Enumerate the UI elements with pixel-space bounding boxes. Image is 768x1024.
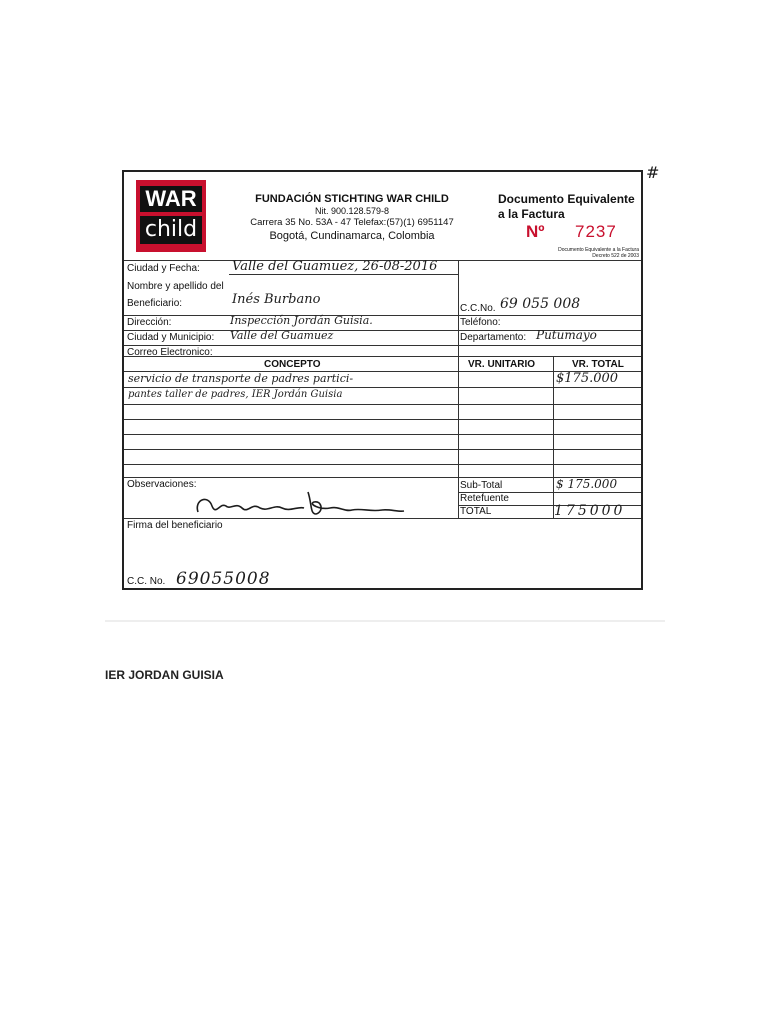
column-header-concepto: CONCEPTO bbox=[264, 359, 321, 370]
departamento-value: Putumayo bbox=[536, 328, 597, 342]
org-city: Bogotá, Cundinamarca, Colombia bbox=[269, 230, 435, 242]
firma-label: Firma del beneficiario bbox=[127, 520, 223, 531]
war-child-logo bbox=[136, 180, 206, 252]
row-1-total: $175.000 bbox=[556, 371, 619, 386]
doc-note-1: Documento Equivalente a la Factura bbox=[558, 247, 639, 253]
column-header-vr-unitario: VR. UNITARIO bbox=[468, 359, 536, 370]
caption-text: IER JORDAN GUISIA bbox=[105, 668, 224, 682]
subtotal-label: Sub-Total bbox=[460, 480, 503, 491]
nombre-label-line2: Beneficiario: bbox=[127, 298, 183, 309]
scan-edge-line bbox=[105, 620, 665, 622]
corner-mark: # bbox=[646, 163, 660, 182]
org-name: FUNDACIÓN STICHTING WAR CHILD bbox=[255, 193, 449, 205]
org-address: Carrera 35 No. 53A - 47 Telefax:(57)(1) 6951147 bbox=[250, 217, 454, 228]
retefuente-label: Retefuente bbox=[460, 493, 509, 504]
column-header-vr-total: VR. TOTAL bbox=[572, 359, 624, 370]
observaciones-label: Observaciones: bbox=[127, 479, 197, 490]
nombre-value: Inés Burbano bbox=[232, 292, 321, 307]
doc-number-symbol: Nº bbox=[526, 222, 545, 241]
concept-row-2: pantes taller de padres, IER Jordán Guisia bbox=[128, 389, 343, 400]
ciudad-municipio-label: Ciudad y Municipio: bbox=[127, 332, 215, 343]
departamento-label: Departamento: bbox=[460, 332, 527, 343]
doc-title-1: Documento Equivalente bbox=[498, 192, 635, 206]
total-label: TOTAL bbox=[460, 506, 492, 517]
correo-label: Correo Electronico: bbox=[127, 347, 213, 358]
org-nit: Nit. 900.128.579-8 bbox=[314, 206, 390, 216]
cc-label: C.C.No. bbox=[460, 303, 496, 314]
telefono-label: Teléfono: bbox=[460, 317, 501, 328]
doc-note-2: Decreto 522 de 2003 bbox=[592, 253, 639, 259]
ciudad-fecha-label: Ciudad y Fecha: bbox=[127, 263, 200, 274]
org-header bbox=[232, 192, 472, 243]
doc-title-2: a la Factura bbox=[498, 207, 565, 221]
cc-value: 69 055 008 bbox=[500, 296, 581, 312]
ciudad-municipio-value: Valle del Guamuez bbox=[230, 329, 334, 342]
subtotal-value: $ 175.000 bbox=[556, 477, 618, 491]
total-value: 175000 bbox=[554, 503, 626, 519]
concept-row-1: servicio de transporte de padres partici- bbox=[128, 372, 354, 385]
firma-cc-value: 69055008 bbox=[176, 569, 271, 589]
signature bbox=[190, 484, 410, 524]
direccion-label: Dirección: bbox=[127, 317, 172, 328]
doc-number: 7237 bbox=[575, 222, 617, 241]
receipt-document bbox=[122, 170, 643, 590]
ciudad-fecha-value: Valle del Guamuez, 26-08-2016 bbox=[232, 259, 438, 274]
direccion-value: Inspección Jordán Guisia. bbox=[230, 314, 373, 327]
logo-line-child: child bbox=[140, 216, 202, 244]
nombre-label-line1: Nombre y apellido del bbox=[127, 281, 224, 292]
firma-cc-label: C.C. No. bbox=[127, 576, 166, 587]
logo-line-war: WAR bbox=[140, 186, 202, 212]
